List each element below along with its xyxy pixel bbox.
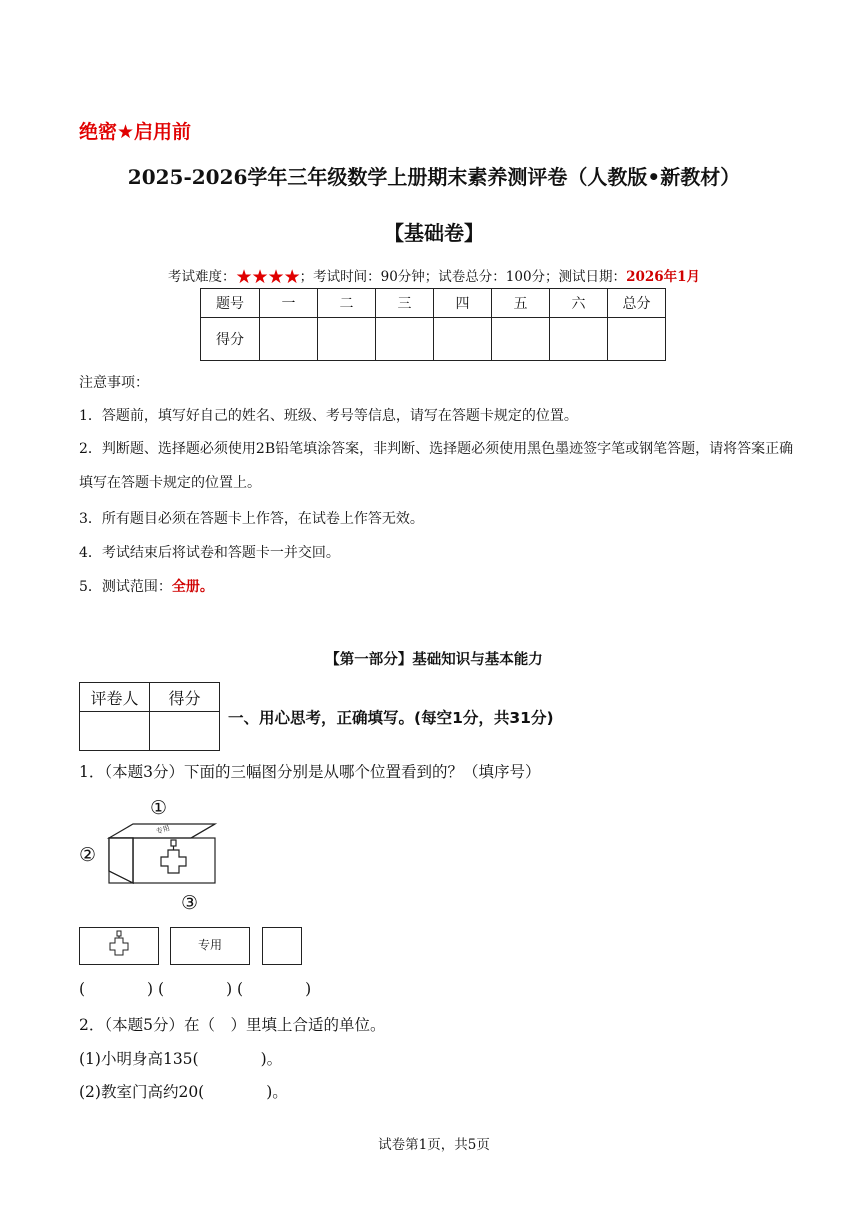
page-footer: 试卷第1页，共5页 <box>378 1137 490 1153</box>
difficulty-stars-icon: ★★★★ <box>235 266 300 288</box>
notes-title: 注意事项： <box>79 375 149 391</box>
note-item: 3．所有题目必须在答题卡上作答，在试卷上作答无效。 <box>79 511 424 527</box>
exam-info-line <box>0 265 868 288</box>
note-item: 4．考试结束后将试卷和答题卡一并交回。 <box>79 545 340 561</box>
exam-subtitle: 【基础卷】 <box>384 221 484 245</box>
grader-cell <box>80 712 150 751</box>
scope-label: 5．测试范围： <box>79 579 172 595</box>
score-cell <box>608 318 666 361</box>
score-header-cell: 总分 <box>608 289 666 318</box>
question-2-sub-1: (1)小明身高135( )。 <box>79 1050 283 1068</box>
first-aid-box-figure <box>105 820 220 892</box>
score-cell <box>376 318 434 361</box>
answer-blanks: ( ) ( ) ( ) <box>79 980 312 998</box>
position-label-3: ③ <box>181 892 199 914</box>
note-item: 1．答题前，填写好自己的姓名、班级、考号等信息，请写在答题卡规定的位置。 <box>79 408 578 424</box>
note-item-scope <box>79 576 214 596</box>
score-cell <box>550 318 608 361</box>
score-header-cell: 三 <box>376 289 434 318</box>
score-header-cell: 题号 <box>201 289 260 318</box>
score-cell <box>492 318 550 361</box>
score-table <box>200 288 666 361</box>
note-item: 2．判断题、选择题必须使用2B铅笔填涂答案，非判断、选择题必须使用黑色墨迹签字笔或钢笔答题，请将答案正确填写在答题卡规定的位置上。 <box>79 441 794 491</box>
difficulty-label: 考试难度： <box>167 269 236 285</box>
grader-header: 得分 <box>150 683 220 712</box>
view-front <box>79 927 159 965</box>
view-side <box>262 927 302 965</box>
view-top: 专用 <box>170 927 250 965</box>
score-cell <box>318 318 376 361</box>
score-row-label: 得分 <box>201 318 260 361</box>
question-1: 1．（本题3分）下面的三幅图分别是从哪个位置看到的？（填序号） <box>79 763 541 781</box>
section-title: 一、用心思考，正确填写。(每空1分，共31分) <box>228 709 554 727</box>
confidential-label: 绝密★启用前 <box>79 121 192 143</box>
question-2: 2．（本题5分）在（ ）里填上合适的单位。 <box>79 1016 386 1034</box>
cross-icon <box>80 928 158 964</box>
exam-title: 2025-2026学年三年级数学上册期末素养测评卷（人教版•新教材） <box>127 165 741 189</box>
score-cell <box>434 318 492 361</box>
grader-table <box>79 682 220 751</box>
score-header-cell: 四 <box>434 289 492 318</box>
score-header-cell: 六 <box>550 289 608 318</box>
part-title: 【第一部分】基础知识与基本能力 <box>325 652 543 668</box>
grader-cell <box>150 712 220 751</box>
question-2-sub-2: (2)教室门高约20( )。 <box>79 1083 288 1101</box>
exam-info-text: ；考试时间：90分钟；试卷总分：100分；测试日期： <box>299 269 627 285</box>
grader-header: 评卷人 <box>80 683 150 712</box>
position-label-2: ② <box>79 844 97 866</box>
scope-value: 全册。 <box>171 579 214 595</box>
box-top-label: 专用 <box>155 823 171 836</box>
score-header-cell: 二 <box>318 289 376 318</box>
score-header-cell: 五 <box>492 289 550 318</box>
position-label-1: ① <box>150 797 168 819</box>
score-cell <box>260 318 318 361</box>
test-date: 2026年1月 <box>626 269 701 285</box>
score-header-cell: 一 <box>260 289 318 318</box>
